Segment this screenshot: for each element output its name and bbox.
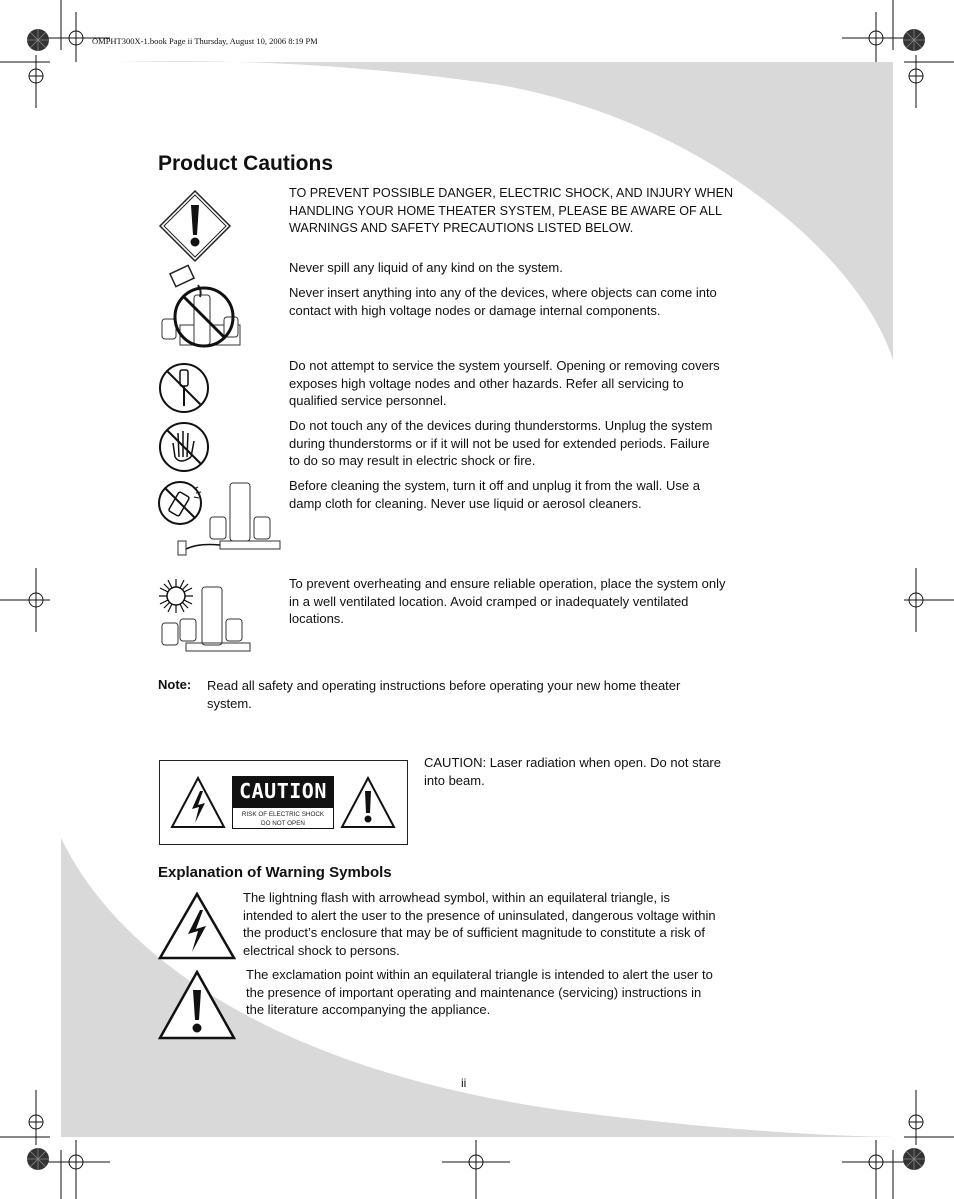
- print-header: OMPHT300X-1.book Page ii Thursday, August 10, 2006 8:19 PM: [92, 36, 318, 46]
- lightning-triangle-icon: [170, 775, 226, 831]
- page-number: ii: [461, 1076, 467, 1090]
- no-liquid-icon: [158, 263, 242, 351]
- note-text: Read all safety and operating instructions before operating your new home theater system.: [207, 678, 681, 711]
- caution-ventilation: To prevent overheating and ensure reliable operation, place the system only in a well ventilated location. Avoid cramped or inadequately ventilated locations.: [289, 576, 726, 627]
- caution-title: CAUTION: [232, 776, 334, 807]
- laser-caution-text: CAUTION: Laser radiation when open. Do not stare into beam.: [424, 755, 721, 788]
- caution-thunder: Do not touch any of the devices during thunderstorms. Unplug the system during thunderstorms or if it will not be used for extended periods. Failure to do so may result in electric shock or fire.: [289, 418, 713, 469]
- no-aerosol-unplug-icon: [158, 479, 282, 563]
- warning-diamond-icon: [158, 189, 232, 263]
- exclamation-triangle-icon: [340, 775, 396, 831]
- caution-label-box: [159, 760, 408, 845]
- caution-liquid: Never spill any liquid of any kind on the system.: [289, 260, 563, 275]
- caution-cleaning: Before cleaning the system, turn it off and unplug it from the wall. Use a damp cloth for cleaning. Never use liquid or aerosol cleaners.: [289, 478, 700, 511]
- note-label: Note:: [158, 677, 192, 692]
- lightning-explanation: The lightning flash with arrowhead symbol, within an equilateral triangle, is intended to alert the user to the presence of uninsulated, dangerous voltage within the product’s enclosure that may be of sufficient magnitude to constitute a risk of electrical shock to persons.: [243, 890, 716, 958]
- no-screwdriver-icon: [158, 362, 210, 414]
- exclamation-triangle-large-icon: [158, 970, 236, 1040]
- caution-insert: Never insert anything into any of the devices, where objects can come into contact with high voltage nodes or damage internal components.: [289, 285, 717, 318]
- intro-text: TO PREVENT POSSIBLE DANGER, ELECTRIC SHOCK, AND INJURY WHEN HANDLING YOUR HOME THEATER SYSTEM, PLEASE BE AWARE OF ALL WARNINGS AND SAFETY PRECAUTIONS LISTED BELOW.: [289, 186, 734, 236]
- symbols-title: Explanation of Warning Symbols: [158, 864, 392, 881]
- heat-ventilation-icon: [158, 577, 254, 653]
- page-title: Product Cautions: [158, 152, 334, 175]
- no-touch-hand-icon: [158, 421, 210, 473]
- caution-subtext: RISK OF ELECTRIC SHOCK DO NOT OPEN: [232, 807, 334, 829]
- lightning-triangle-large-icon: [158, 892, 236, 960]
- exclamation-explanation: The exclamation point within an equilateral triangle is intended to alert the user to the presence of important operating and maintenance (servicing) instructions in the literature accompanying the appliance.: [246, 967, 713, 1018]
- caution-service: Do not attempt to service the system yourself. Opening or removing covers exposes high voltage nodes and other hazards. Refer all servicing to qualified service personnel.: [289, 358, 720, 409]
